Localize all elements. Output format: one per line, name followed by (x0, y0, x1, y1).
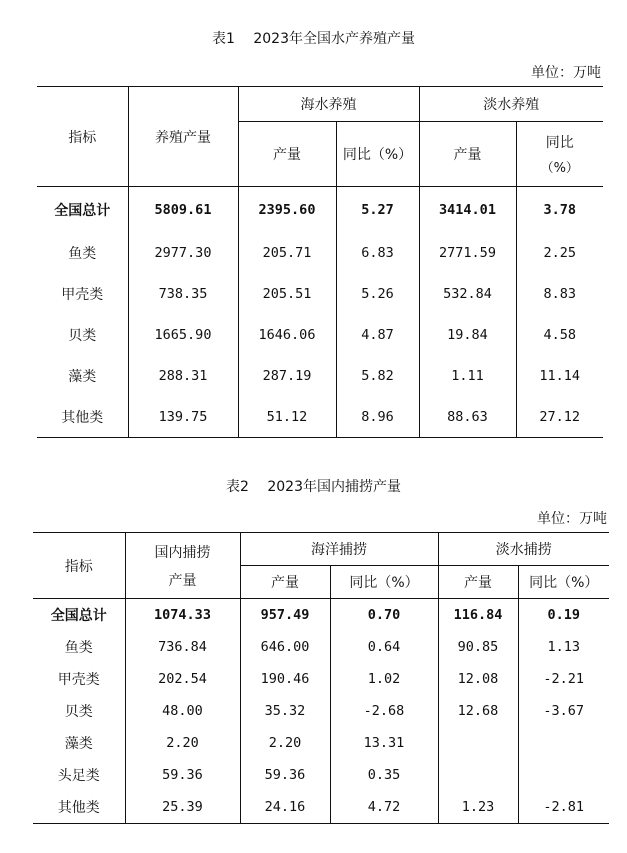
table-row (33, 695, 609, 727)
table2-title: 表2 2023年国内捕捞产量 (226, 479, 401, 495)
cell-fresh-output (438, 759, 518, 791)
table1-unit: 单位：万吨 (531, 65, 601, 81)
cell-total: 1665.90 (128, 314, 238, 355)
table1-title: 表1 2023年全国水产养殖产量 (212, 31, 415, 47)
cell-fresh-output: 12.08 (438, 663, 518, 695)
table-row (33, 727, 609, 759)
cell-sea-output: 24.16 (240, 791, 330, 824)
cell-fresh-output: 1.23 (438, 791, 518, 824)
header-total-output: 养殖产量 (128, 87, 238, 187)
cell-sea-output: 190.46 (240, 663, 330, 695)
row-label: 甲壳类 (61, 286, 104, 303)
cell-sea-output: 2.20 (240, 727, 330, 759)
capture-table (33, 532, 609, 824)
header-marine-output: 产量 (238, 122, 336, 187)
cell-total: 736.84 (125, 631, 240, 663)
table-row (37, 232, 603, 273)
row-label: 鱼类 (68, 245, 97, 262)
cell-total: 48.00 (125, 695, 240, 727)
row-label: 全国总计 (54, 202, 111, 219)
cell-sea-yoy: 5.26 (336, 273, 419, 314)
cell-sea-yoy: 1.02 (330, 663, 438, 695)
cell-fresh-output: 532.84 (419, 273, 516, 314)
header-freshwater-capture: 淡水捕捞 (438, 533, 609, 566)
cell-total: 2977.30 (128, 232, 238, 273)
cell-fresh-yoy: -2.21 (518, 663, 609, 695)
cell-sea-yoy: 8.96 (336, 396, 419, 438)
cell-fresh-yoy (518, 759, 609, 791)
cell-sea-yoy: 0.70 (330, 599, 438, 632)
cell-sea-yoy: 6.83 (336, 232, 419, 273)
cell-total: 139.75 (128, 396, 238, 438)
cell-fresh-output: 12.68 (438, 695, 518, 727)
cell-sea-yoy: 13.31 (330, 727, 438, 759)
cell-fresh-yoy: 27.12 (516, 396, 603, 438)
table-row (37, 314, 603, 355)
cell-sea-output: 51.12 (238, 396, 336, 438)
cell-sea-output: 205.51 (238, 273, 336, 314)
header-marine-aquaculture: 海水养殖 (238, 87, 419, 122)
cell-sea-output: 1646.06 (238, 314, 336, 355)
cell-fresh-output: 19.84 (419, 314, 516, 355)
cell-fresh-yoy: 11.14 (516, 355, 603, 396)
row-label: 其他类 (57, 800, 100, 816)
cell-sea-output: 35.32 (240, 695, 330, 727)
row-label: 甲壳类 (57, 672, 100, 688)
table-row (37, 187, 603, 233)
table-row (33, 599, 609, 632)
cell-sea-yoy: 5.27 (336, 187, 419, 233)
cell-sea-yoy: 4.72 (330, 791, 438, 824)
cell-total: 5809.61 (128, 187, 238, 233)
cell-fresh-yoy: -2.81 (518, 791, 609, 824)
table-row (33, 791, 609, 824)
cell-fresh-yoy: 4.58 (516, 314, 603, 355)
table-row (33, 631, 609, 663)
cell-sea-yoy: 5.82 (336, 355, 419, 396)
header-fresh-yoy (516, 122, 603, 187)
header-fresh-yoy-line1: 同比 (545, 135, 574, 151)
cell-sea-yoy: 0.64 (330, 631, 438, 663)
cell-sea-output: 957.49 (240, 599, 330, 632)
cell-sea-output: 205.71 (238, 232, 336, 273)
cell-fresh-output (438, 727, 518, 759)
cell-fresh-output: 3414.01 (419, 187, 516, 233)
cell-sea-yoy: -2.68 (330, 695, 438, 727)
header-marine-yoy: 同比（%） (330, 566, 438, 599)
table-row (33, 663, 609, 695)
header-marine-yoy: 同比（%） (336, 122, 419, 187)
header-fresh-output: 产量 (419, 122, 516, 187)
cell-sea-yoy: 0.35 (330, 759, 438, 791)
row-label: 全国总计 (50, 608, 107, 624)
cell-sea-output: 59.36 (240, 759, 330, 791)
table-row (33, 759, 609, 791)
header-fresh-output: 产量 (438, 566, 518, 599)
table-row (37, 355, 603, 396)
row-label: 头足类 (57, 768, 100, 784)
cell-fresh-yoy: 2.25 (516, 232, 603, 273)
cell-sea-output: 2395.60 (238, 187, 336, 233)
table-row (37, 273, 603, 314)
table2-unit: 单位：万吨 (537, 511, 607, 527)
header-marine-capture: 海洋捕捞 (240, 533, 438, 566)
cell-fresh-output: 1.11 (419, 355, 516, 396)
header-total-output (125, 533, 240, 599)
cell-sea-output: 287.19 (238, 355, 336, 396)
table-row (37, 396, 603, 438)
header-marine-output: 产量 (240, 566, 330, 599)
cell-fresh-yoy: -3.67 (518, 695, 609, 727)
header-total-line2: 产量 (168, 572, 197, 589)
row-label: 其他类 (61, 409, 104, 426)
row-label: 贝类 (64, 704, 93, 720)
cell-fresh-yoy (518, 727, 609, 759)
row-label: 鱼类 (64, 640, 93, 656)
cell-sea-output: 646.00 (240, 631, 330, 663)
cell-fresh-output: 90.85 (438, 631, 518, 663)
cell-fresh-yoy: 8.83 (516, 273, 603, 314)
cell-sea-yoy: 4.87 (336, 314, 419, 355)
header-freshwater-aquaculture: 淡水养殖 (419, 87, 603, 122)
cell-total: 202.54 (125, 663, 240, 695)
aquaculture-table (37, 86, 603, 438)
header-total-line1: 国内捕捞 (154, 544, 211, 561)
header-fresh-yoy: 同比（%） (518, 566, 609, 599)
cell-fresh-yoy: 0.19 (518, 599, 609, 632)
row-label: 藻类 (64, 736, 93, 752)
cell-fresh-output: 88.63 (419, 396, 516, 438)
cell-fresh-yoy: 3.78 (516, 187, 603, 233)
row-label: 贝类 (68, 327, 97, 344)
header-fresh-yoy-line2: （%） (540, 161, 579, 176)
cell-fresh-yoy: 1.13 (518, 631, 609, 663)
cell-total: 59.36 (125, 759, 240, 791)
header-indicator: 指标 (37, 87, 128, 187)
cell-total: 288.31 (128, 355, 238, 396)
row-label: 藻类 (68, 368, 97, 385)
cell-total: 2.20 (125, 727, 240, 759)
cell-total: 738.35 (128, 273, 238, 314)
header-indicator: 指标 (33, 533, 125, 599)
cell-total: 1074.33 (125, 599, 240, 632)
cell-fresh-output: 116.84 (438, 599, 518, 632)
cell-fresh-output: 2771.59 (419, 232, 516, 273)
cell-total: 25.39 (125, 791, 240, 824)
